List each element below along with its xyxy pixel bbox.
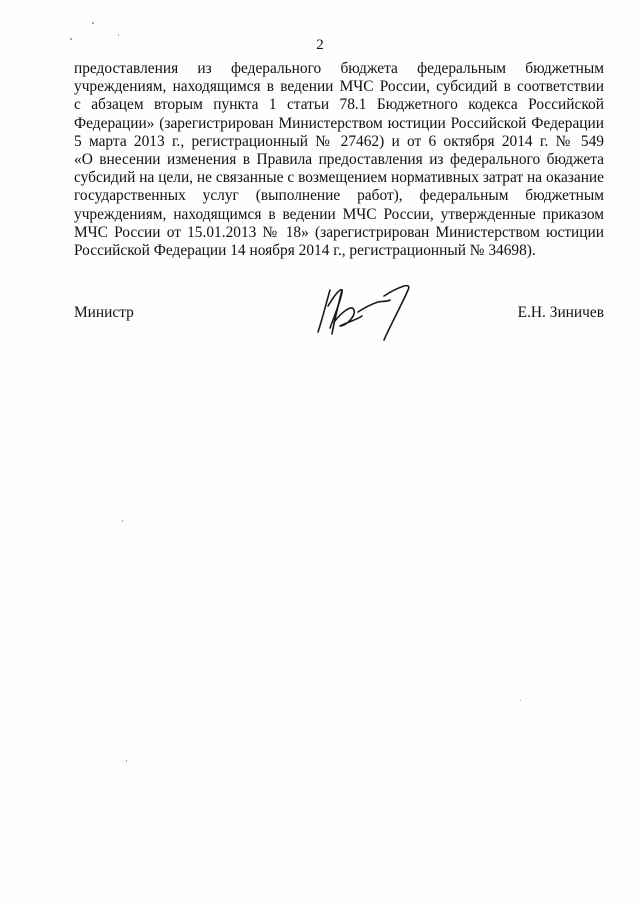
body-line: Федерации» (зарегистрирован Министерством юстиции Российской Федерации [74, 114, 604, 132]
signatory-position: Министр [74, 304, 134, 321]
scan-speck [520, 700, 521, 701]
scan-speck [122, 520, 123, 522]
body-line: с абзацем вторым пункта 1 статьи 78.1 Бюджетного кодекса Российской [74, 96, 604, 114]
body-line: субсидий на цели, не связанные с возмещением нормативных затрат на оказание [74, 169, 604, 187]
scan-speck [92, 22, 94, 24]
body-line: 5 марта 2013 г., регистрационный № 27462) и от 6 октября 2014 г. № 549 [74, 132, 604, 150]
page-number: 2 [316, 37, 324, 53]
body-paragraph [74, 60, 604, 260]
scan-speck [126, 760, 127, 762]
signatory-name: Е.Н. Зиничев [517, 304, 604, 321]
body-line: МЧС России от 15.01.2013 № 18» (зарегистрирован Министерством юстиции [74, 223, 604, 241]
body-line: учреждениям, находящимся в ведении МЧС России, утвержденные приказом [74, 205, 604, 223]
body-line: предоставления из федерального бюджета федеральным бюджетным [74, 60, 604, 77]
body-line: Российской Федерации 14 ноября 2014 г., регистрационный № 34698). [74, 242, 536, 260]
body-line: «О внесении изменения в Правила предоставления из федерального бюджета [74, 151, 604, 169]
body-line: государственных услуг (выполнение работ), федеральным бюджетным [74, 187, 604, 205]
signature-block [74, 300, 604, 340]
handwritten-signature [312, 282, 422, 344]
body-line: учреждениям, находящимся в ведении МЧС России, субсидий в соответствии [74, 78, 604, 96]
